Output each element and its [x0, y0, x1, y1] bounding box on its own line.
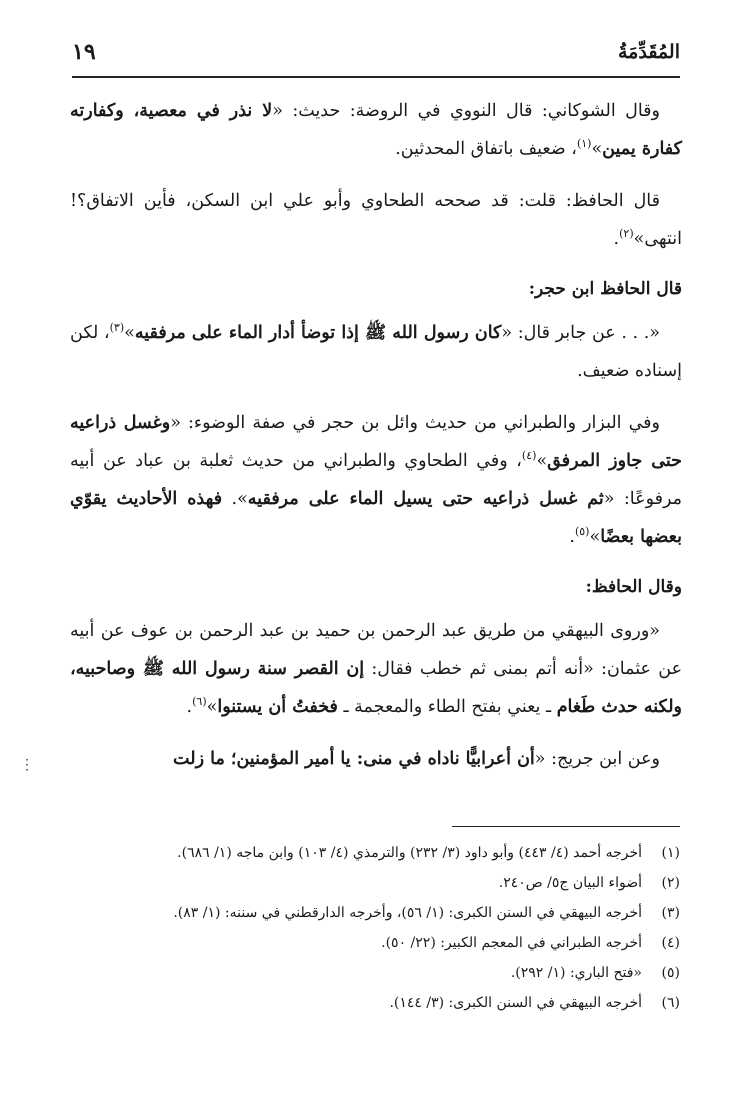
text-run: . — [613, 229, 620, 249]
hadith-quote: وغسل ذراعيه حتى جاوز المرفق — [70, 413, 682, 471]
footnote-number: (١) — [661, 845, 680, 861]
text-run: ». — [222, 489, 248, 509]
section-heading-hafiz: وقال الحافظ: — [585, 577, 682, 597]
paragraph-jabir — [70, 314, 682, 390]
footnote-ref-1[interactable]: (١) — [576, 137, 592, 151]
paragraph-ibn-jurayj — [70, 740, 682, 778]
footnote-text: أخرجه البيهقي في السنن الكبرى: (١/ ٥٦)، وأخرجه الدارقطني في سننه: (١/ ٨٣). — [173, 905, 642, 921]
text-run: » — [124, 323, 135, 343]
hadith-quote: أن أعرابيًّا ناداه في منى: يا أمير المؤمنين؛ ما زلت — [173, 749, 535, 769]
footnote-ref-5[interactable]: (٥) — [574, 525, 590, 539]
text-run: . — [186, 697, 193, 717]
hadith-quote: لا نذر في معصية، وكفارته كفارة يمين — [70, 101, 682, 159]
text-run: ، ضعيف باتفاق المحدثين. — [395, 139, 577, 159]
paragraph-shawkani — [70, 92, 682, 168]
footnote-item — [90, 898, 680, 928]
footnote-number: (٢) — [661, 875, 680, 891]
hadith-quote: ثم غسل ذراعيه حتى يسيل الماء على مرفقيه — [247, 489, 604, 509]
paragraph-bayhaqi — [70, 612, 682, 726]
page-number: ١٩ — [72, 39, 96, 65]
page-header — [72, 30, 680, 74]
text-run: ، وفي الطحاوي والطبراني من حديث ثعلبة بن عباد عن أبيه مرفوعًا: « — [70, 451, 682, 509]
footnotes — [90, 838, 680, 1018]
text-run: . — [569, 527, 575, 547]
text-run: وعن ابن جريج: « — [534, 749, 660, 769]
footnote-text: أخرجه أحمد (٤/ ٤٤٣) وأبو داود (٣/ ٢٣٢) والترمذي (٤/ ١٠٣) وابن ماجه (١/ ٦٨٦). — [177, 845, 642, 861]
footnote-text: أخرجه الطبراني في المعجم الكبير: (٢٢/ ٥٠). — [381, 935, 642, 951]
section-heading-ibn-hajar: قال الحافظ ابن حجر: — [528, 279, 682, 299]
footnote-text: أخرجه البيهقي في السنن الكبرى: (٣/ ١٤٤). — [389, 995, 642, 1011]
footnote-item — [90, 958, 680, 988]
text-run: » — [536, 451, 548, 471]
text-run: قال الحافظ: قلت: قد صححه الطحاوي وأبو علي ابن السكن، فأين الاتفاق؟! انتهى» — [70, 191, 682, 249]
text-run: ، لكن إسناده ضعيف. — [70, 323, 682, 381]
footnote-item — [90, 928, 680, 958]
margin-mark: ⋮ — [20, 757, 34, 773]
paragraph-bazzar — [70, 404, 682, 556]
conclusion-text: فهذه الأحاديث يقوّي بعضها بعضًا — [70, 489, 682, 547]
footnote-ref-2[interactable]: (٢) — [619, 227, 634, 241]
paragraph-hafiz-qultu — [70, 182, 682, 258]
footnote-item — [90, 868, 680, 898]
footnote-item — [90, 988, 680, 1018]
text-run: «وروى البيهقي من طريق عبد الرحمن بن حميد بن عبد الرحمن بن عوف عن أبيه عن عثمان: «أنه أتم بمنى ثم خطب فقال: — [70, 621, 683, 679]
footnote-number: (٥) — [661, 965, 680, 981]
footnote-number: (٦) — [661, 995, 680, 1011]
footnote-ref-3[interactable]: (٣) — [109, 321, 125, 335]
main-text — [70, 92, 682, 792]
text-run: وقال الشوكاني: قال النووي في الروضة: حديث: « — [272, 101, 660, 121]
text-run: » — [591, 139, 603, 159]
footnote-item — [90, 838, 680, 868]
hadith-quote: كان رسول الله ﷺ إذا توضأ أدار الماء على مرفقيه — [134, 323, 502, 343]
footnote-text: «فتح الباري: (١/ ٢٩٢). — [510, 965, 642, 981]
header-rule — [72, 76, 680, 78]
running-title: المُقَدِّمَةُ — [617, 41, 680, 63]
text-run: » — [206, 697, 218, 717]
hadith-quote: فخفتُ أن يستنوا — [217, 697, 338, 717]
hadith-quote: إن القصر سنة رسول الله ﷺ وصاحبيه، ولكنه حدث طَغام — [70, 659, 682, 717]
footnote-rule — [452, 826, 680, 827]
text-run: وفي البزار والطبراني من حديث وائل بن حجر في صفة الوضوء: « — [170, 413, 660, 433]
text-run: » — [589, 527, 601, 547]
footnote-number: (٤) — [661, 935, 680, 951]
footnote-ref-6[interactable]: (٦) — [192, 695, 207, 709]
text-run: ـ يعني بفتح الطاء والمعجمة ـ — [337, 697, 557, 717]
text-run: «. . . عن جابر قال: « — [501, 323, 661, 343]
footnote-number: (٣) — [661, 905, 680, 921]
footnote-ref-4[interactable]: (٤) — [521, 449, 537, 463]
footnote-text: أضواء البيان ج٥/ ص٢٤٠. — [498, 875, 642, 891]
